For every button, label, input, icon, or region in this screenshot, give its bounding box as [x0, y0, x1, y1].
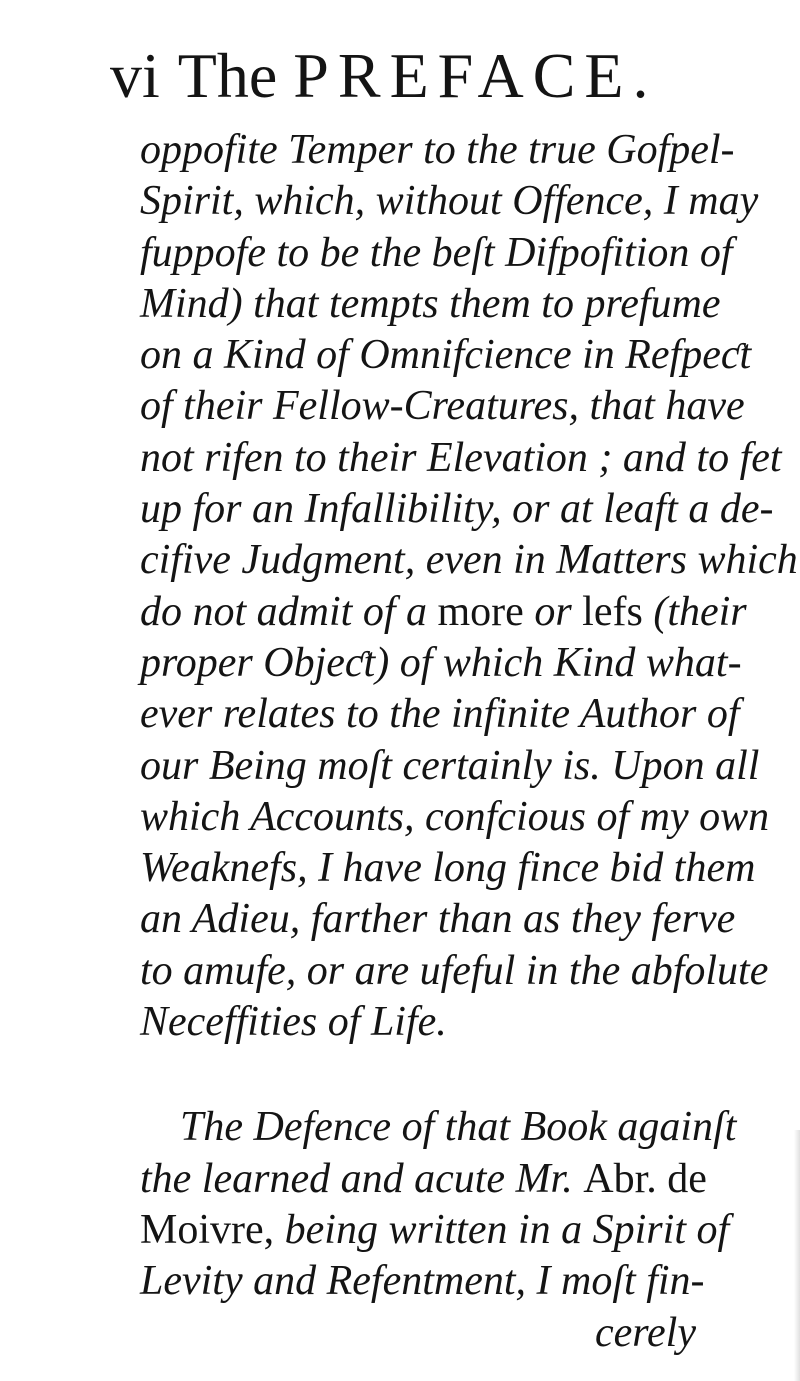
header-title: PREFACE.	[293, 40, 658, 111]
text-segment: (their	[642, 588, 747, 635]
text-segment-roman: more	[437, 588, 524, 635]
text-segment-roman: Abr. de	[583, 1155, 707, 1202]
text-line: Weaknefs, I have long fince bid them	[140, 845, 756, 892]
text-segment: or	[523, 588, 583, 635]
text-line: which Accounts, confcious of my own	[140, 793, 770, 840]
body-text	[140, 125, 798, 1359]
running-header	[110, 38, 658, 114]
text-line: cifive Judgment, even in Matters which	[140, 537, 798, 584]
text-line: Spirit, which, without Offence, I may	[140, 178, 759, 225]
text-line: up for an Infallibility, or at leaft a de-	[140, 486, 774, 533]
text-line: Neceffities of Life.	[140, 999, 447, 1046]
text-segment: the learned and acute	[140, 1155, 516, 1202]
text-segment-roman: lefs	[582, 588, 643, 635]
page-edge-shadow	[794, 1130, 800, 1381]
text-line	[140, 587, 747, 638]
page-number: vi	[110, 40, 160, 111]
header-the: The	[177, 40, 278, 111]
text-line	[140, 1205, 730, 1256]
catchword: cerely	[594, 1309, 696, 1356]
text-line: to amufe, or are ufeful in the abfolute	[140, 947, 769, 994]
text-line: of their Fellow-Creatures, that have	[140, 383, 745, 430]
text-line: fuppofe to be the beſt Difpofition of	[140, 229, 733, 276]
text-line: oppofite Temper to the true Gofpel-	[140, 127, 735, 173]
text-line: our Being moſt certainly is. Upon all	[140, 742, 760, 789]
text-line: Levity and Refentment, I moſt fin-	[140, 1258, 705, 1305]
text-segment: do not admit of a	[140, 588, 438, 635]
text-line: on a Kind of Omnifcience in Refpeƈt	[140, 332, 752, 379]
text-line: not rifen to their Elevation ; and to fet	[140, 434, 782, 481]
text-line	[140, 1154, 707, 1205]
text-line: ever relates to the infinite Author of	[140, 691, 740, 738]
text-line: The Defence of that Book againſt	[180, 1104, 737, 1151]
text-line: Mind) that tempts them to prefume	[140, 280, 721, 327]
text-line: proper Objeƈt) of which Kind what-	[140, 639, 742, 686]
text-segment-roman: Moivre,	[140, 1206, 285, 1253]
text-segment: Mr.	[515, 1155, 584, 1202]
text-line: an Adieu, farther than as they ferve	[140, 896, 736, 943]
text-segment: being written in a Spirit of	[284, 1206, 730, 1253]
paragraph-gap	[140, 1048, 700, 1102]
